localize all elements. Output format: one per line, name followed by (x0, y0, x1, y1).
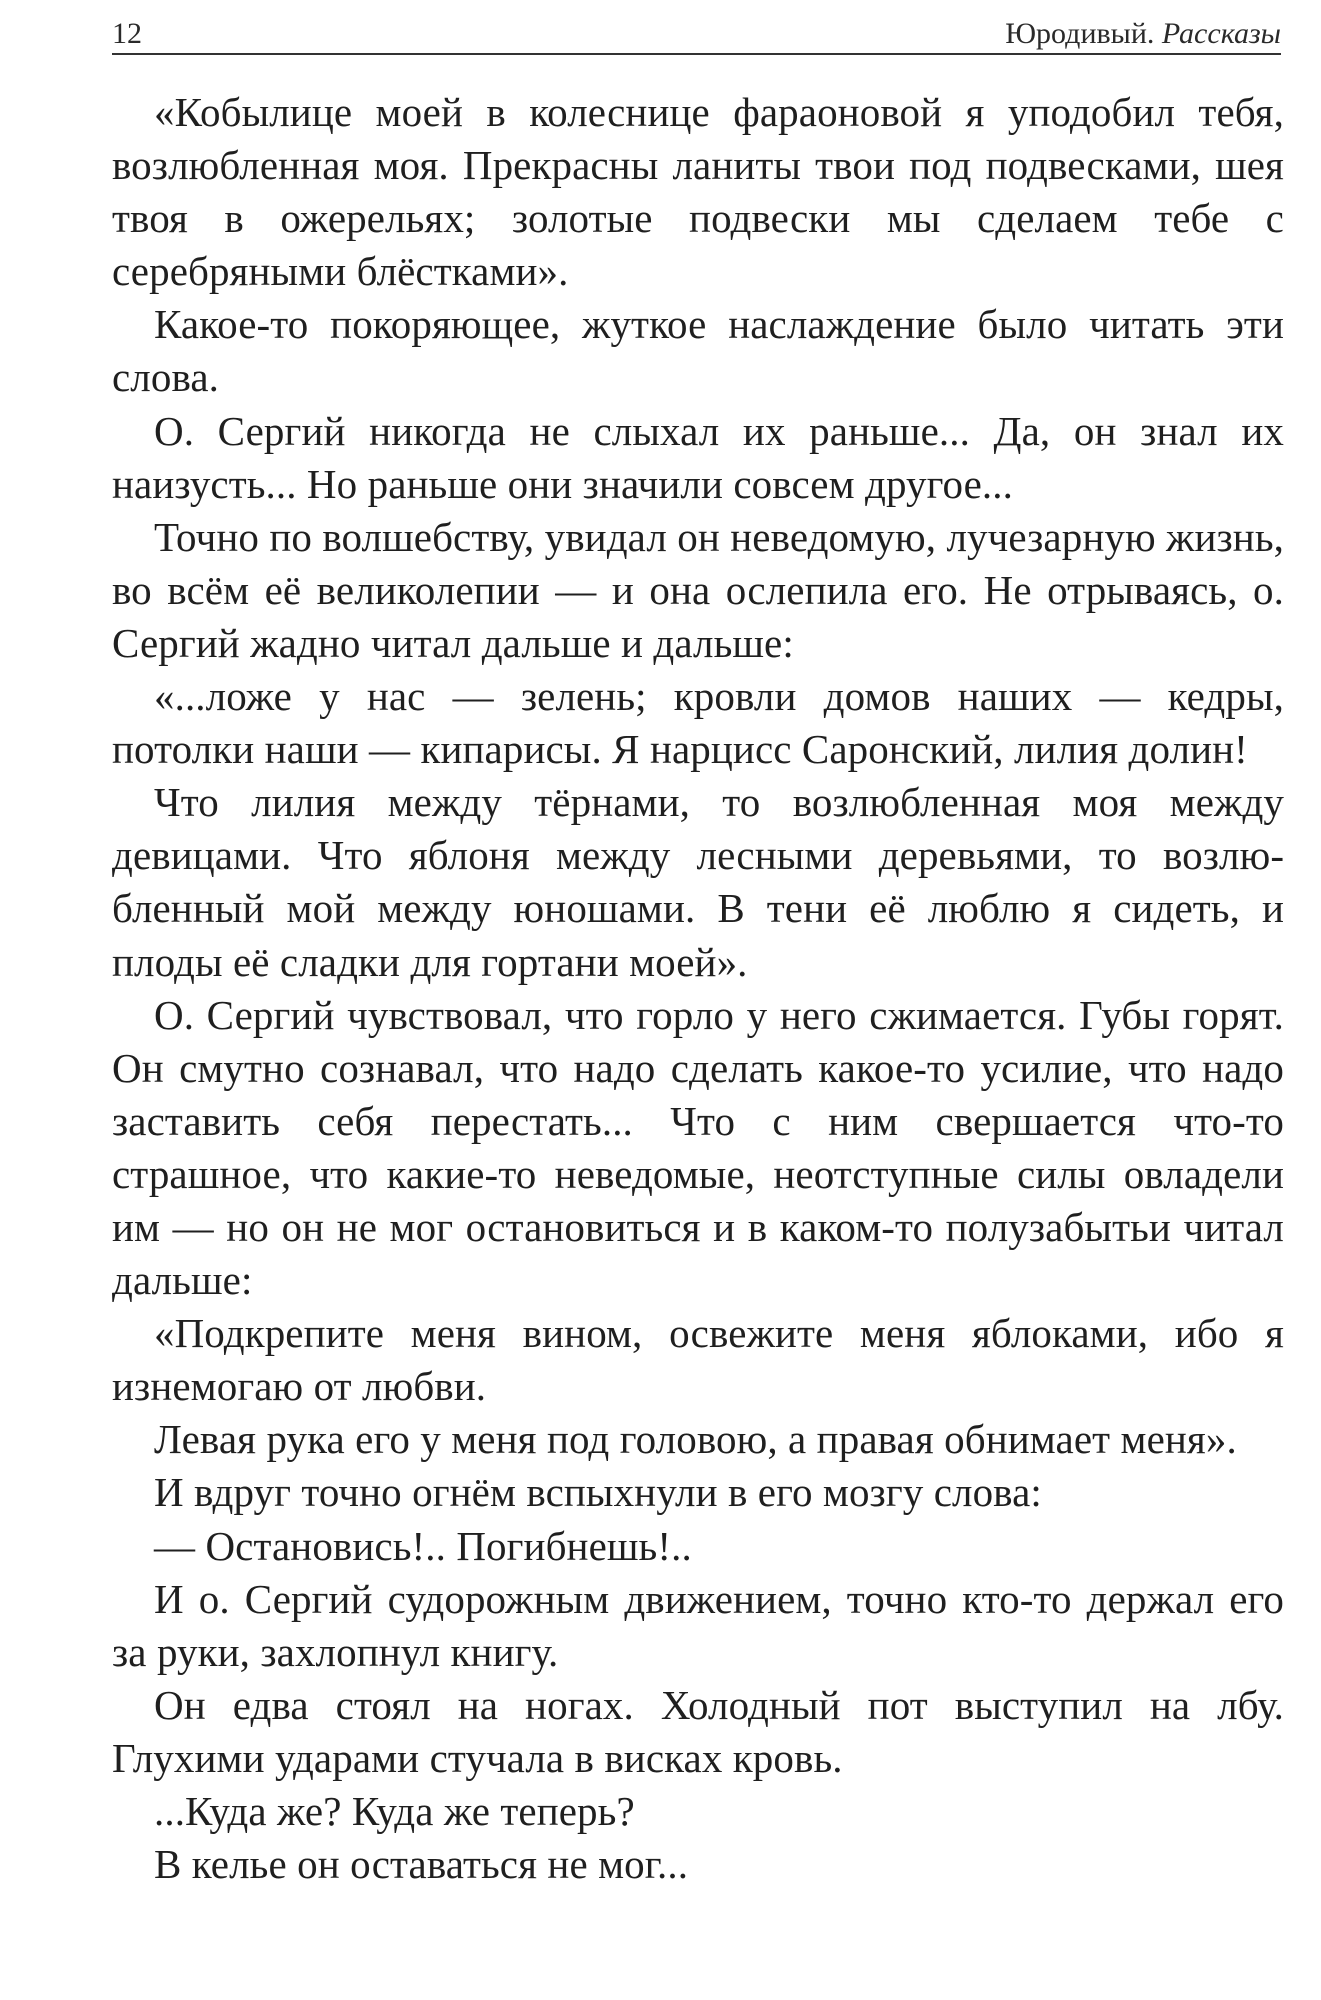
page-number: 12 (112, 17, 142, 50)
paragraph: Какое-то покоряющее, жуткое наслаждение было читать эти слова. (112, 301, 1284, 401)
running-header (112, 14, 1281, 58)
paragraph: О. Сергий никогда не слыхал их раньше... Да, он знал их наизусть... Но раньше они значили совсем другое... (112, 407, 1284, 507)
paragraph: — Остановись!.. Погибнешь!.. (154, 1522, 692, 1569)
header-rule (112, 53, 1281, 55)
paragraph: «...ложе у нас — зелень; кровли домов наших — кедры, потолки наши — кипарисы. Я нарцисс Саронский, лилия долин! (112, 673, 1284, 773)
paragraph: Он едва стоял на ногах. Холодный пот выступил на лбу. Глухими ударами стучала в висках кровь. (112, 1681, 1284, 1781)
paragraph: Что лилия между тёрнами, то возлюбленная моя между девицами. Что яблоня между лесными деревьями, то возлюбленный мой между юношами. В тени её люблю я сидеть, и плоды её сладки для гортани моей». (112, 779, 1284, 985)
paragraph: «Подкрепите меня вином, освежите меня яблоками, ибо я изнемогаю от любви. (112, 1310, 1284, 1410)
paragraph: Левая рука его у меня под головою, а правая обнимает меня». (154, 1416, 1237, 1463)
paragraph: О. Сергий чувствовал, что горло у него сжимается. Губы горят. Он смутно сознавал, что надо сделать какое-то усилие, что надо заставить себя перестать... Что с ним свершается что-то страшное, что какие-то неведомые, неотступные силы овладели им — но он не мог остановиться и в каком-то полузабытьи читал дальше: (112, 991, 1284, 1304)
body-text (112, 86, 1284, 1891)
paragraph: В келье он оставаться не мог... (154, 1841, 689, 1888)
paragraph: И о. Сергий судорожным движением, точно кто-то держал его за руки, захлопнул книгу. (112, 1575, 1284, 1675)
book-title: Юродивый. (1005, 17, 1155, 50)
paragraph: ...Куда же? Куда же теперь? (154, 1788, 635, 1834)
running-title (1005, 14, 1281, 54)
section-title: Рассказы (1161, 17, 1281, 50)
paragraph: И вдруг точно огнём вспыхнули в его мозгу слова: (154, 1469, 1042, 1516)
paragraph: Точно по волшебству, увидал он неведомую, лучезарную жизнь, во всём её великолепии — и она ослепила его. Не отрываясь, о. Сергий жадно читал дальше и дальше: (112, 513, 1284, 666)
paragraph: «Кобылице моей в колеснице фараоновой я уподобил тебя, возлюбленная моя. Прекрасны ланиты твои под подвесками, шея твоя в ожерельях; золотые подвески мы сделаем тебе с серебряными блёстками». (112, 89, 1284, 295)
